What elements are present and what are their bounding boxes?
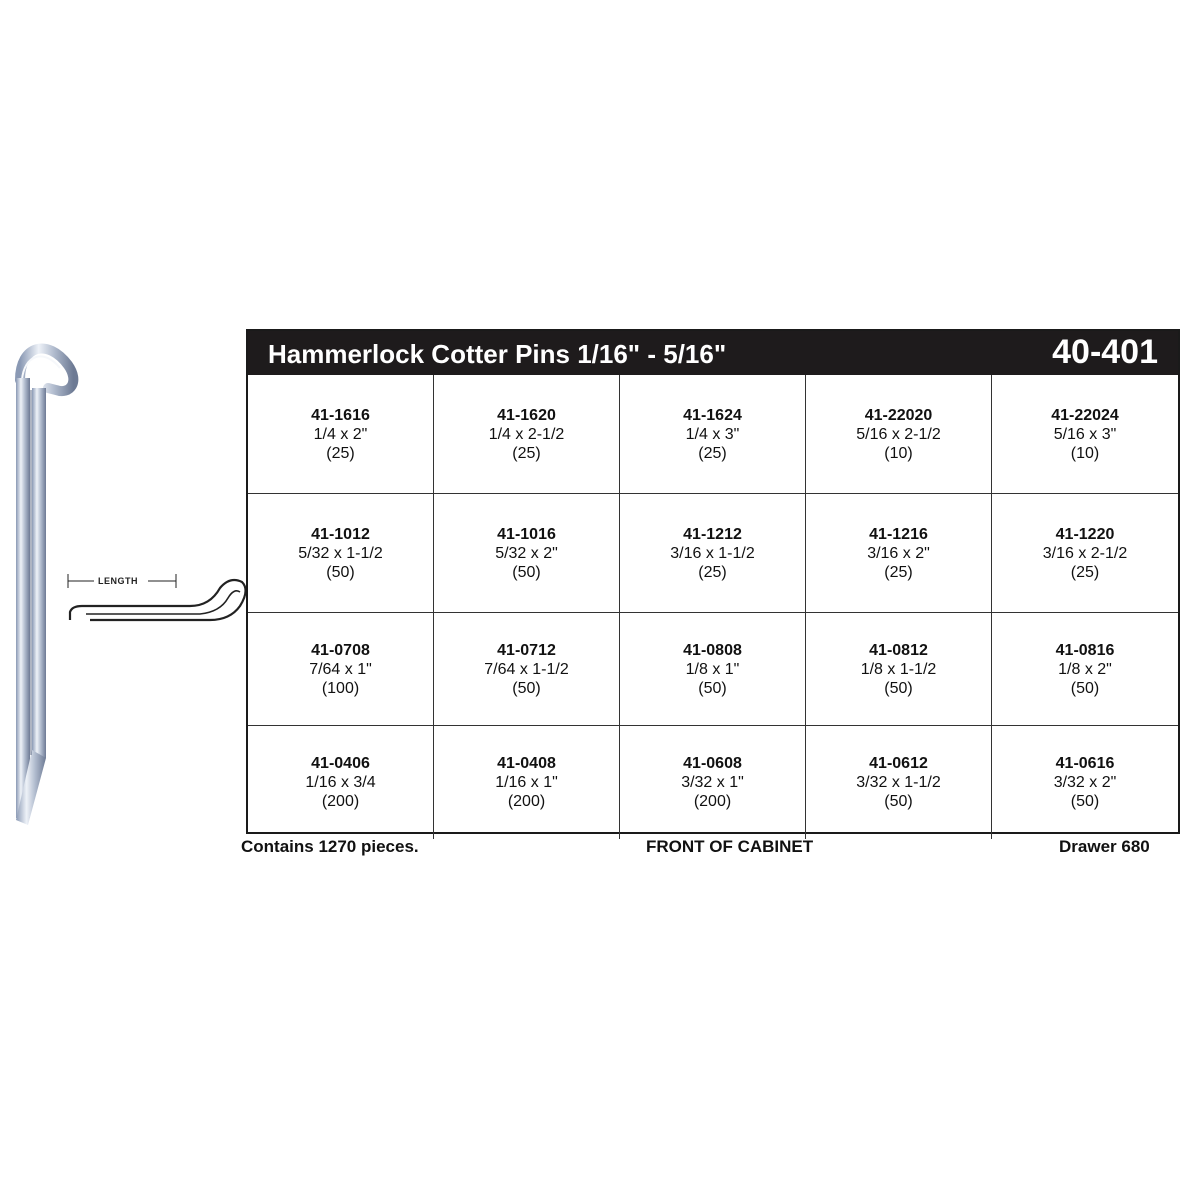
pin-quantity: (50) [326,563,355,581]
compartment-cell [806,726,992,839]
compartment-cell [248,726,434,839]
part-number: 41-0708 [311,641,370,659]
compartment-grid [248,375,1178,832]
pin-size: 1/4 x 2" [313,425,368,443]
pin-quantity: (50) [1070,679,1100,697]
pin-quantity: (200) [507,793,546,810]
compartment-cell [992,726,1178,839]
part-number: 41-1012 [311,525,370,543]
compartment-cell [434,494,620,613]
pin-size: 1/8 x 1-1/2 [860,660,937,678]
compartment-cell [248,375,434,494]
pin-quantity: (25) [326,444,355,462]
compartment-cell [620,613,806,726]
compartment-cell [620,726,806,839]
part-number: 41-22024 [1051,406,1119,424]
length-label: LENGTH [98,576,138,586]
pin-size: 5/16 x 2-1/2 [856,425,941,443]
compartment-cell [992,494,1178,613]
pin-size: 7/64 x 1" [309,660,372,678]
compartment-cell [434,726,620,839]
part-number: 41-1216 [869,525,928,543]
pin-size: 1/4 x 2-1/2 [488,425,565,443]
compartment-cell [620,494,806,613]
part-number: 41-0408 [497,755,556,772]
pin-size: 5/32 x 1-1/2 [298,544,383,562]
pin-quantity: (25) [698,563,727,581]
pin-size: 3/16 x 2" [867,544,930,562]
pin-quantity: (50) [1070,793,1100,810]
part-number: 41-0712 [497,641,556,659]
pin-size: 1/8 x 1" [685,660,740,678]
part-number: 41-1620 [497,406,556,424]
pin-size: 5/32 x 2" [495,544,558,562]
catalog-number: 40-401 [1052,333,1158,371]
pin-quantity: (25) [698,444,727,462]
part-number: 41-0608 [683,755,742,772]
pin-size: 3/32 x 1-1/2 [856,774,941,791]
pin-quantity: (200) [321,793,360,810]
part-number: 41-0612 [869,755,928,772]
pin-size: 3/32 x 2" [1053,774,1117,791]
cotter-pin-length-diagram-icon [60,570,250,630]
pin-quantity: (25) [1070,563,1100,581]
part-number: 41-1624 [683,406,742,424]
compartment-cell [434,613,620,726]
drawer-chart [246,329,1180,834]
pin-quantity: (50) [884,793,913,810]
part-number: 41-1016 [497,525,556,543]
pin-quantity: (200) [693,793,732,810]
part-number: 41-0808 [683,641,742,659]
pin-size: 7/64 x 1-1/2 [484,660,569,678]
compartment-cell [620,375,806,494]
pin-quantity: (50) [512,679,541,697]
compartment-cell [248,494,434,613]
part-number: 41-1212 [683,525,742,543]
pin-size: 1/8 x 2" [1058,660,1112,678]
compartment-cell [806,613,992,726]
pin-quantity: (10) [884,444,913,462]
part-number: 41-22020 [864,406,933,424]
part-number: 41-1616 [311,406,370,424]
part-number: 41-0616 [1055,755,1115,772]
compartment-cell [248,613,434,726]
pin-quantity: (50) [884,679,913,697]
pin-quantity: (25) [512,444,541,462]
part-number: 41-0406 [311,755,370,772]
pin-quantity: (25) [884,563,913,581]
pin-size: 5/16 x 3" [1053,425,1117,443]
pin-quantity: (10) [1070,444,1100,462]
pin-quantity: (100) [321,679,360,697]
compartment-cell [434,375,620,494]
chart-title: Hammerlock Cotter Pins 1/16" - 5/16" [268,339,727,369]
drawer-number: Drawer 680 [1059,837,1150,856]
pin-size: 1/4 x 3" [685,425,740,443]
pin-size: 1/16 x 1" [495,774,558,791]
pin-size: 3/16 x 2-1/2 [1042,544,1128,562]
part-number: 41-1220 [1055,525,1115,543]
chart-header [248,331,1178,375]
pin-quantity: (50) [698,679,727,697]
pin-quantity: (50) [512,563,541,581]
front-of-cabinet-label: FRONT OF CABINET [646,837,814,856]
part-number: 41-0812 [869,641,928,659]
compartment-cell [992,375,1178,494]
part-number: 41-0816 [1055,641,1115,659]
compartment-cell [806,375,992,494]
piece-count: Contains 1270 pieces. [241,837,419,856]
compartment-cell [992,613,1178,726]
pin-size: 3/32 x 1" [681,774,744,791]
pin-size: 1/16 x 3/4 [305,774,376,791]
compartment-cell [806,494,992,613]
pin-size: 3/16 x 1-1/2 [670,544,755,562]
